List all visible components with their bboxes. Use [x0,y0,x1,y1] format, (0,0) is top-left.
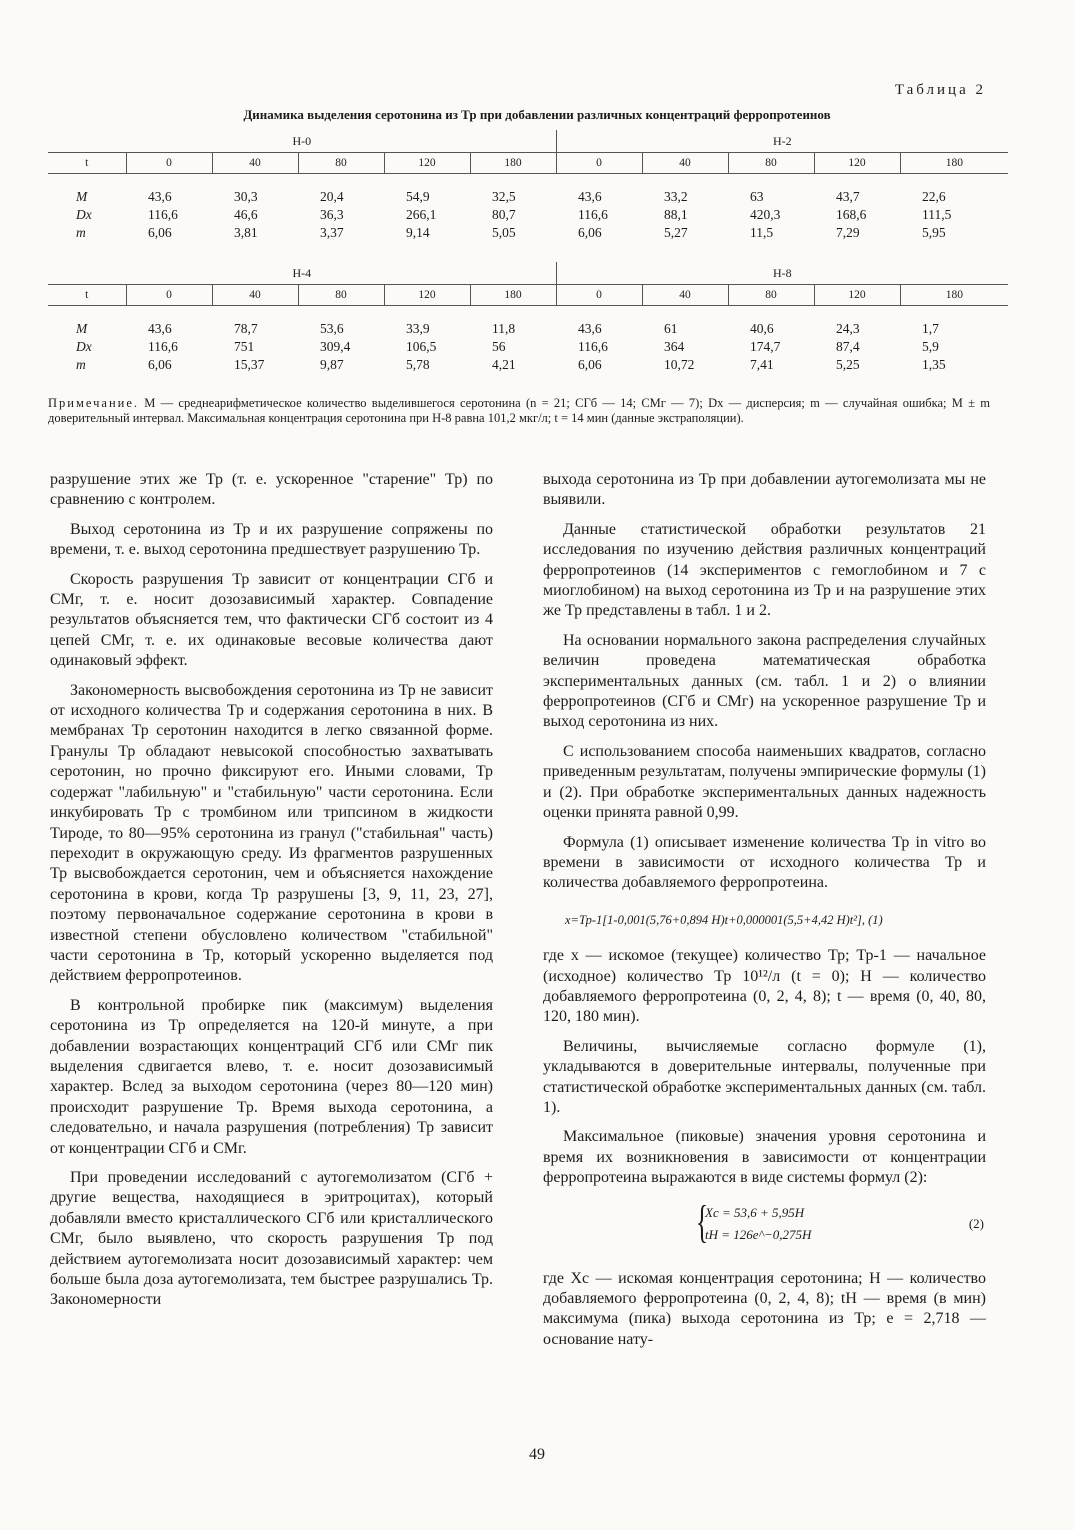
table-cell: 63 [750,189,764,204]
row-label: m [76,357,86,372]
table-cell: 5,9 [922,339,939,354]
table-cell: 266,1 [406,207,437,222]
column-header: 0 [556,285,642,306]
column-header: 120 [814,153,900,174]
table-cell: 5,27 [664,225,688,240]
table-header-row [48,153,1008,174]
table-cell: 5,95 [922,225,946,240]
table-cell: 24,3 [836,321,860,336]
table-cell: 6,06 [148,357,172,372]
group-label: Н-2 [556,130,1008,153]
spacer-row [48,306,1008,321]
column-header: 80 [298,285,384,306]
paragraph: где Xc — искомая концентрация серотонина; H — количество добавляемого ферропротеина (0, 2, 4, 8); tH — время (в мин) максимума (пика) выхода серотонина из Тр; e = 2,718 — основание нату- [543,1269,986,1348]
column-header: 40 [212,285,298,306]
column-header: 40 [212,153,298,174]
row-label: m [76,225,86,240]
table-cell: 11,8 [492,321,516,336]
column-header: 180 [470,285,556,306]
table-cell: 7,29 [836,225,860,240]
spacer-row [48,174,1008,189]
column-header: 180 [470,153,556,174]
table-cell: 9,87 [320,357,344,372]
column-header: 0 [126,153,212,174]
table-cell: 11,5 [750,225,774,240]
row-label: M [76,321,88,336]
table-cell: 32,5 [492,189,516,204]
table-cell: 116,6 [578,339,608,354]
right-text-column [543,470,986,1350]
paragraph: Выход серотонина из Тр и их разрушение сопряжены по времени, т. е. выход серотонина предшествует разрушению Тр. [50,520,493,559]
table-cell: 6,06 [148,225,172,240]
table-cell: 88,1 [664,207,688,222]
column-header: t [48,153,126,174]
table-row [48,338,1008,356]
paragraph: На основании нормального закона распределения случайных величин проведена математическая обработка экспериментальных данных (см. табл. 1 и 2) о влиянии ферропротеинов (СГб и СМг) на ускоренное разрушение Тр и выход серотонина из них. [543,631,986,731]
table-title: Динамика выделения серотонина из Тр при добавлении различных концентраций ферропротеинов [243,107,831,122]
column-header: 180 [900,153,1008,174]
column-header: t [48,285,126,306]
table-row [48,224,1008,242]
table-cell: 1,7 [922,321,939,336]
table-row [48,320,1008,338]
column-header: 120 [384,153,470,174]
table-cell: 3,37 [320,225,344,240]
row-label: Dx [76,339,92,354]
table-cell: 54,9 [406,189,430,204]
system-line-2: tH = 126e^−0,275H [705,1226,812,1242]
group-header-row [48,130,1008,153]
table-cell: 5,25 [836,357,860,372]
table-cell: 56 [492,339,506,354]
group-label: Н-8 [556,262,1008,285]
column-header: 80 [298,153,384,174]
paragraph: При проведении исследований с аутогемолизатом (СГб + другие вещества, находящиеся в эритроцитах), который добавляли вместо кристаллического СГб или кристаллического СМг, было выявлено, что скорость разрушения Тр под действием аутогемолизата носит дозозависимый характер: чем больше была доза аутогемолизата, тем быстрее разрушались Тр. Закономерности [50,1169,493,1309]
column-header: 0 [126,285,212,306]
table-cell: 43,6 [148,189,172,204]
paragraph: Закономерность высвобождения серотонина из Тр не зависит от исходного количества Тр и содержания серотонина в них. В мембранах Тр серотонин находится в легко связанной форме. Гранулы Тр обладают невысокой способностью захватывать серотонин, но прочно фиксируют его. Иными словами, Тр содержат "лабильную" и "стабильную" части серотонина. Если инкубировать Тр с тромбином или трипсином в жидкости Тироде, то 80—95% серотонина из гранул ("стабильная" часть) переходит в окружающую среду. Из фрагментов разрушенных Тр высвобождается серотонин, чем и объясняется нахождение серотонина в крови, когда Тр разрушены [3, 9, 11, 23, 27], поэтому первоначальное содержание серотонина в крови в известной степени обусловлено количеством "стабильной" части серотонина в Тр, который ускоренно выделяется под действием ферропротеинов. [50,681,493,985]
formula-system-2 [543,1195,986,1253]
column-header: 80 [728,153,814,174]
group-label: Н-0 [292,133,312,148]
paragraph: где x — искомое (текущее) количество Тр; Тр-1 — начальное (исходное) количество Тр 10¹²/л (t = 0); H — количество добавляемого ферропротеина (0, 2, 4, 8); t — время (0, 40, 80, 120, 180 мин). [543,947,986,1026]
paragraph: разрушение этих же Тр (т. е. ускоренное "старение" Тр) по сравнению с контролем. [50,471,493,509]
table-cell: 87,4 [836,339,860,354]
column-header: 80 [728,285,814,306]
brace: { [695,1195,709,1247]
table-cell: 116,6 [578,207,608,222]
row-label: M [76,189,88,204]
page-number: 49 [529,1446,545,1463]
table-cell: 33,9 [406,321,430,336]
note-text: M — среднеарифметическое количество выделившегося серотонина (n = 21; СГб — 14; СМг — 7); Dx — дисперсия; m — случайная ошибка; M ± m доверительный интервал. Максимальная концентрация серотонина при Н-8 равна 101,2 мкг/л; t = 14 мин (данные экстраполяции). [48,396,990,425]
table-cell: 309,4 [320,339,351,354]
table-cell: 111,5 [922,207,952,222]
table-cell: 80,7 [492,207,516,222]
table-cell: 364 [664,339,685,354]
table-cell: 61 [664,321,678,336]
table-header-row [48,285,1008,306]
table-cell: 116,6 [148,207,178,222]
table-cell: 53,6 [320,321,344,336]
table-cell: 78,7 [234,321,258,336]
data-table-block-1 [48,130,1008,242]
table-cell: 174,7 [750,339,781,354]
table-cell: 43,6 [148,321,172,336]
table-cell: 420,3 [750,207,781,222]
column-header: 40 [642,285,728,306]
paragraph: Скорость разрушения Тр зависит от концентрации СГб и СМг, т. е. носит дозозависимый характер. Совпадение результатов объясняется тем, что фактически СГб состоит из 4 цепей СМг, т. е. их одинаковые весовые количества дают одинаковый эффект. [50,570,493,670]
table-cell: 5,05 [492,225,516,240]
paragraph: выхода серотонина из Тр при добавлении аутогемолизата мы не выявили. [543,471,986,509]
table-cell: 751 [234,339,255,354]
table-cell: 46,6 [234,207,258,222]
formula-1: x=Тр-1[1-0,001(5,76+0,894 H)t+0,000001(5,5+4,42 H)t²], (1) [565,912,883,927]
table-cell: 40,6 [750,321,774,336]
table-cell: 43,7 [836,189,860,204]
table-note [48,396,990,426]
table-cell: 22,6 [922,189,946,204]
table-cell: 43,6 [578,189,602,204]
data-table-block-2 [48,262,1008,374]
table-row [48,188,1008,206]
table-cell: 6,06 [578,357,602,372]
row-label: Dx [76,207,92,222]
paragraph: Формула (1) описывает изменение количества Тр in vitro во времени в зависимости от исходного количества Тр и количества добавляемого ферропротеина. [543,833,986,892]
system-line-1: Xc = 53,6 + 5,95H [705,1204,805,1220]
table-cell: 1,35 [922,357,946,372]
table-cell: 36,3 [320,207,344,222]
paragraph: В контрольной пробирке пик (максимум) выделения серотонина из Тр определяется на 120-й минуте, а при добавлении возрастающих концентраций СГб или СМг пик выделения сдвигается влево, т. е. носит дозозависимый характер. Вслед за выходом серотонина (через 80—120 мин) происходит разрушение Тр. Время выхода серотонина, а следовательно, и начала разрушения (потребления) Тр зависит от концентрации СГб и СМг. [50,996,493,1157]
paragraph: Максимальное (пиковые) значения уровня серотонина и время их возникновения в зависимости от концентрации ферропротеина выражаются в виде системы формул (2): [543,1128,986,1187]
table-cell: 15,37 [234,357,265,372]
table-cell: 20,4 [320,189,344,204]
note-lead: Примечание. [48,396,140,410]
table-cell: 10,72 [664,357,695,372]
paragraph: Величины, вычисляемые согласно формуле (1), укладываются в доверительные интервалы, полученные при статистической обработке экспериментальных данных (см. табл. 1). [543,1037,986,1116]
table-cell: 43,6 [578,321,602,336]
column-header: 120 [384,285,470,306]
table-cell: 168,6 [836,207,867,222]
table-cell: 106,5 [406,339,437,354]
group-header-row [48,262,1008,285]
column-header: 40 [642,153,728,174]
column-header: 120 [814,285,900,306]
table-label: Таблица 2 [894,82,986,98]
table-row [48,206,1008,224]
table-cell: 6,06 [578,225,602,240]
paragraph: Данные статистической обработки результатов 21 исследования по изучению действия различных концентраций ферропротеинов (14 экспериментов с гемоглобином и 7 с миоглобином) на выход серотонина из Тр и на разрушение этих же Тр представлены в табл. 1 и 2. [543,520,986,620]
table-cell: 9,14 [406,225,430,240]
table-cell: 4,21 [492,357,516,372]
system-number: (2) [968,1215,984,1231]
column-header: 0 [556,153,642,174]
left-text-column [50,470,493,1311]
table-cell: 116,6 [148,339,178,354]
table-row [48,356,1008,374]
table-cell: 3,81 [234,225,258,240]
paragraph: С использованием способа наименьших квадратов, согласно приведенным результатам, получены эмпирические формулы (1) и (2). При обработке экспериментальных данных надежность оценки принята равной 0,99. [543,742,986,822]
table-cell: 30,3 [234,189,258,204]
table-cell: 5,78 [406,357,430,372]
column-header: 180 [900,285,1008,306]
table-cell: 7,41 [750,357,774,372]
table-cell: 33,2 [664,189,688,204]
group-label: Н-4 [292,265,312,280]
